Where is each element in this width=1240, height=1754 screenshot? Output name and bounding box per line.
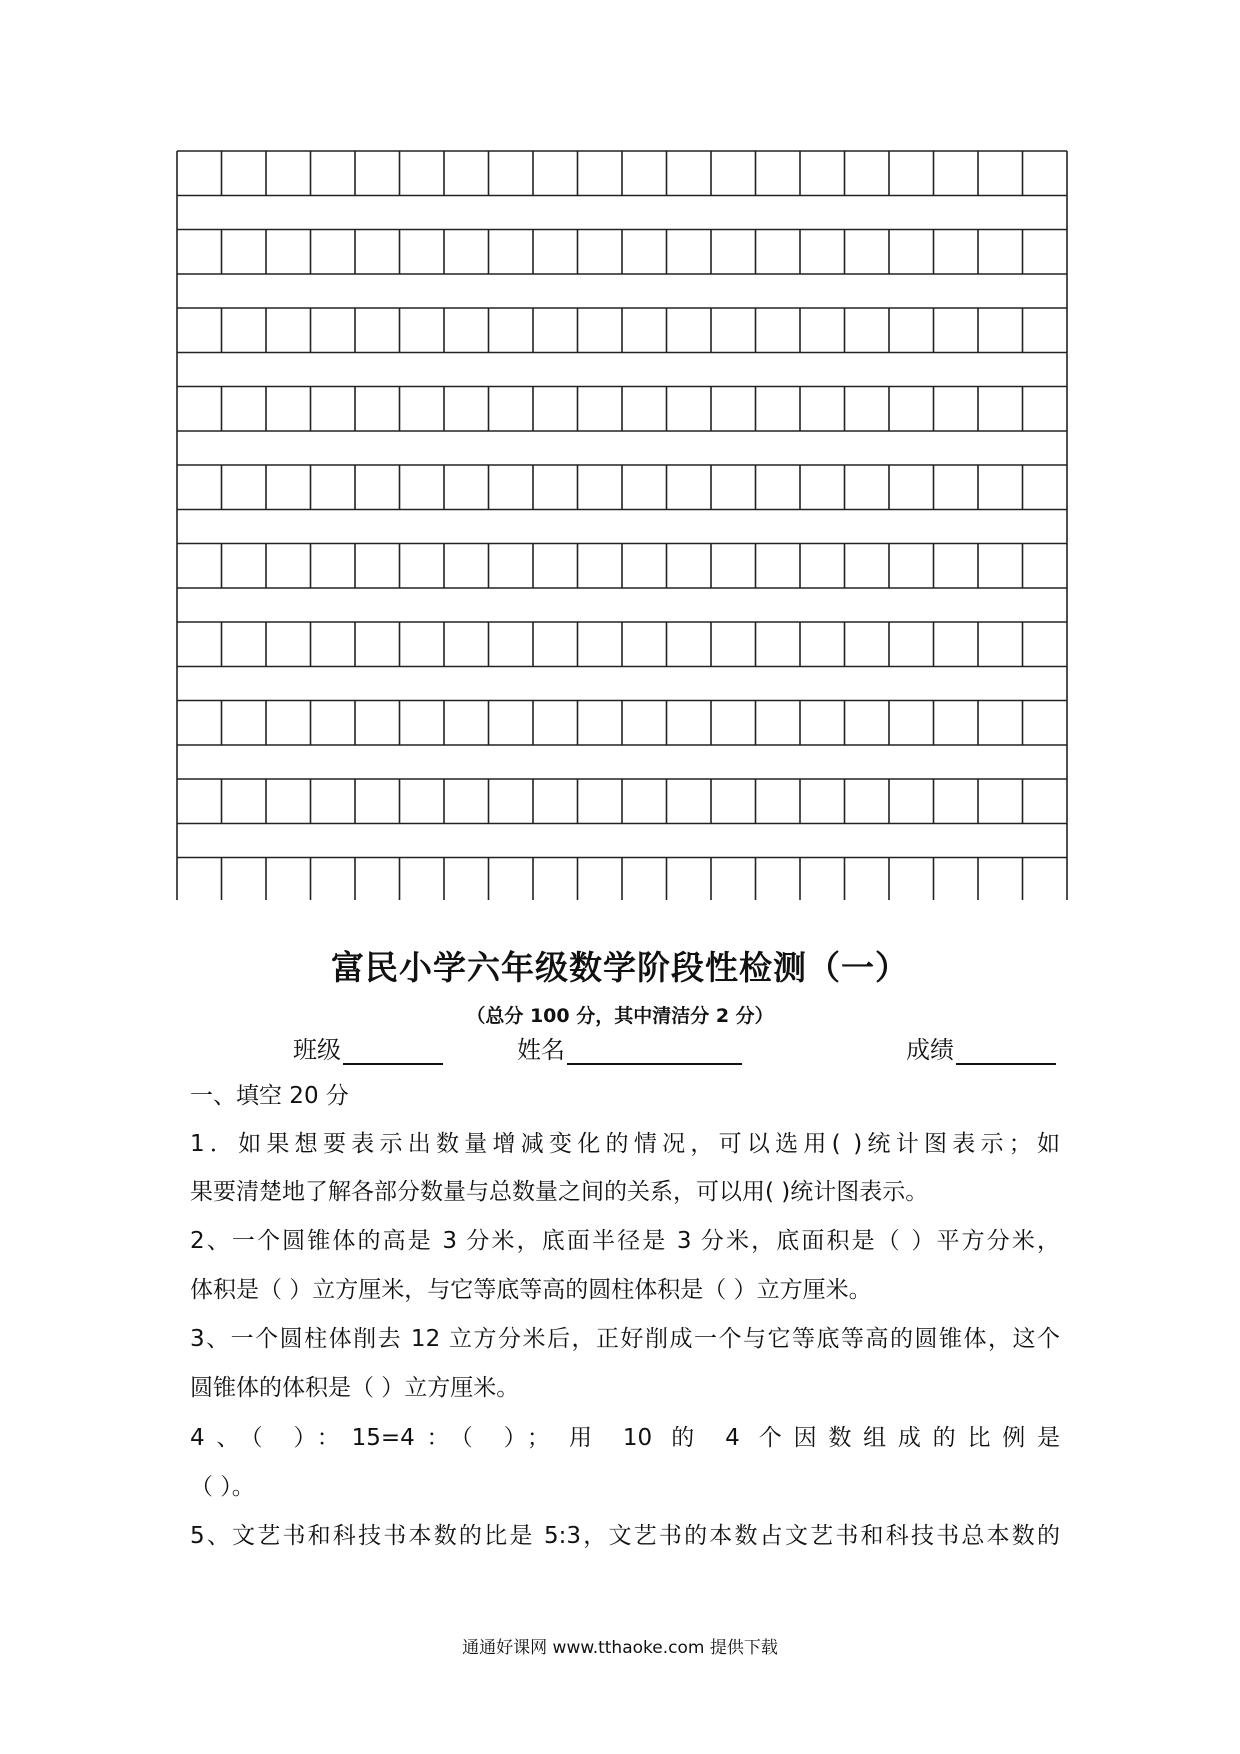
page-subtitle: （总分 100 分，其中清洁分 2 分） — [466, 1005, 774, 1027]
grid-spacer-row — [177, 745, 1067, 779]
grid-row — [177, 701, 1067, 746]
footer-credit: 通通好课网 www.tthaoke.com 提供下载 — [462, 1638, 778, 1658]
name-field — [517, 1030, 742, 1065]
question-2-line-1: 2、一个圆锥体的高是 3 分米，底面半径是 3 分米，底面积是（ ）平方分米， — [190, 1228, 1060, 1254]
class-blank[interactable] — [343, 1037, 443, 1065]
section-heading: 一、填空 20 分 — [190, 1083, 349, 1109]
grid-row — [177, 858, 1067, 901]
grid-row — [177, 544, 1067, 589]
name-blank[interactable] — [567, 1037, 742, 1065]
grid-spacer-row — [177, 824, 1067, 858]
question-4-line-2: （ ）。 — [190, 1474, 255, 1500]
question-3-line-1: 3、一个圆柱体削去 12 立方分米后，正好削成一个与它等底等高的圆锥体，这个 — [190, 1326, 1060, 1352]
question-2-line-2: 体积是（ ）立方厘米，与它等底等高的圆柱体积是（ ）立方厘米。 — [190, 1277, 872, 1303]
grid-spacer-row — [177, 274, 1067, 308]
grid-spacer-row — [177, 510, 1067, 544]
grid-spacer-row — [177, 353, 1067, 387]
page-title: 富民小学六年级数学阶段性检测（一） — [331, 948, 909, 987]
question-3-line-2: 圆锥体的体积是（ ）立方厘米。 — [190, 1375, 520, 1401]
score-blank[interactable] — [956, 1037, 1056, 1065]
name-label: 姓名 — [517, 1036, 565, 1064]
class-field — [293, 1030, 443, 1065]
grid-spacer-row — [177, 431, 1067, 465]
question-5-line-1: 5、文艺书和科技书本数的比是 5:3，文艺书的本数占文艺书和科技书总本数的 — [190, 1523, 1060, 1549]
grid-row — [177, 622, 1067, 667]
question-4-line-1: 4、（ ）：15=4：（ ）； 用 10 的 4 个因数组成的比例是 — [190, 1425, 1060, 1451]
grid-spacer-row — [177, 196, 1067, 230]
grid-row — [177, 465, 1067, 510]
grid-row — [177, 151, 1067, 196]
score-label: 成绩 — [906, 1036, 954, 1064]
grid-spacer-row — [177, 667, 1067, 701]
question-1-line-2: 果要清楚地了解各部分数量与总数量之间的关系，可以用( )统计图表示。 — [190, 1179, 929, 1205]
class-label: 班级 — [293, 1036, 341, 1064]
grid-row — [177, 779, 1067, 824]
writing-grid — [176, 150, 1068, 900]
grid-row — [177, 308, 1067, 353]
grid-spacer-row — [177, 588, 1067, 622]
grid-row — [177, 387, 1067, 432]
question-1-line-1: 1．如果想要表示出数量增减变化的情况，可以选用( )统计图表示；如 — [190, 1131, 1060, 1157]
grid-row — [177, 230, 1067, 275]
score-field — [906, 1030, 1056, 1065]
